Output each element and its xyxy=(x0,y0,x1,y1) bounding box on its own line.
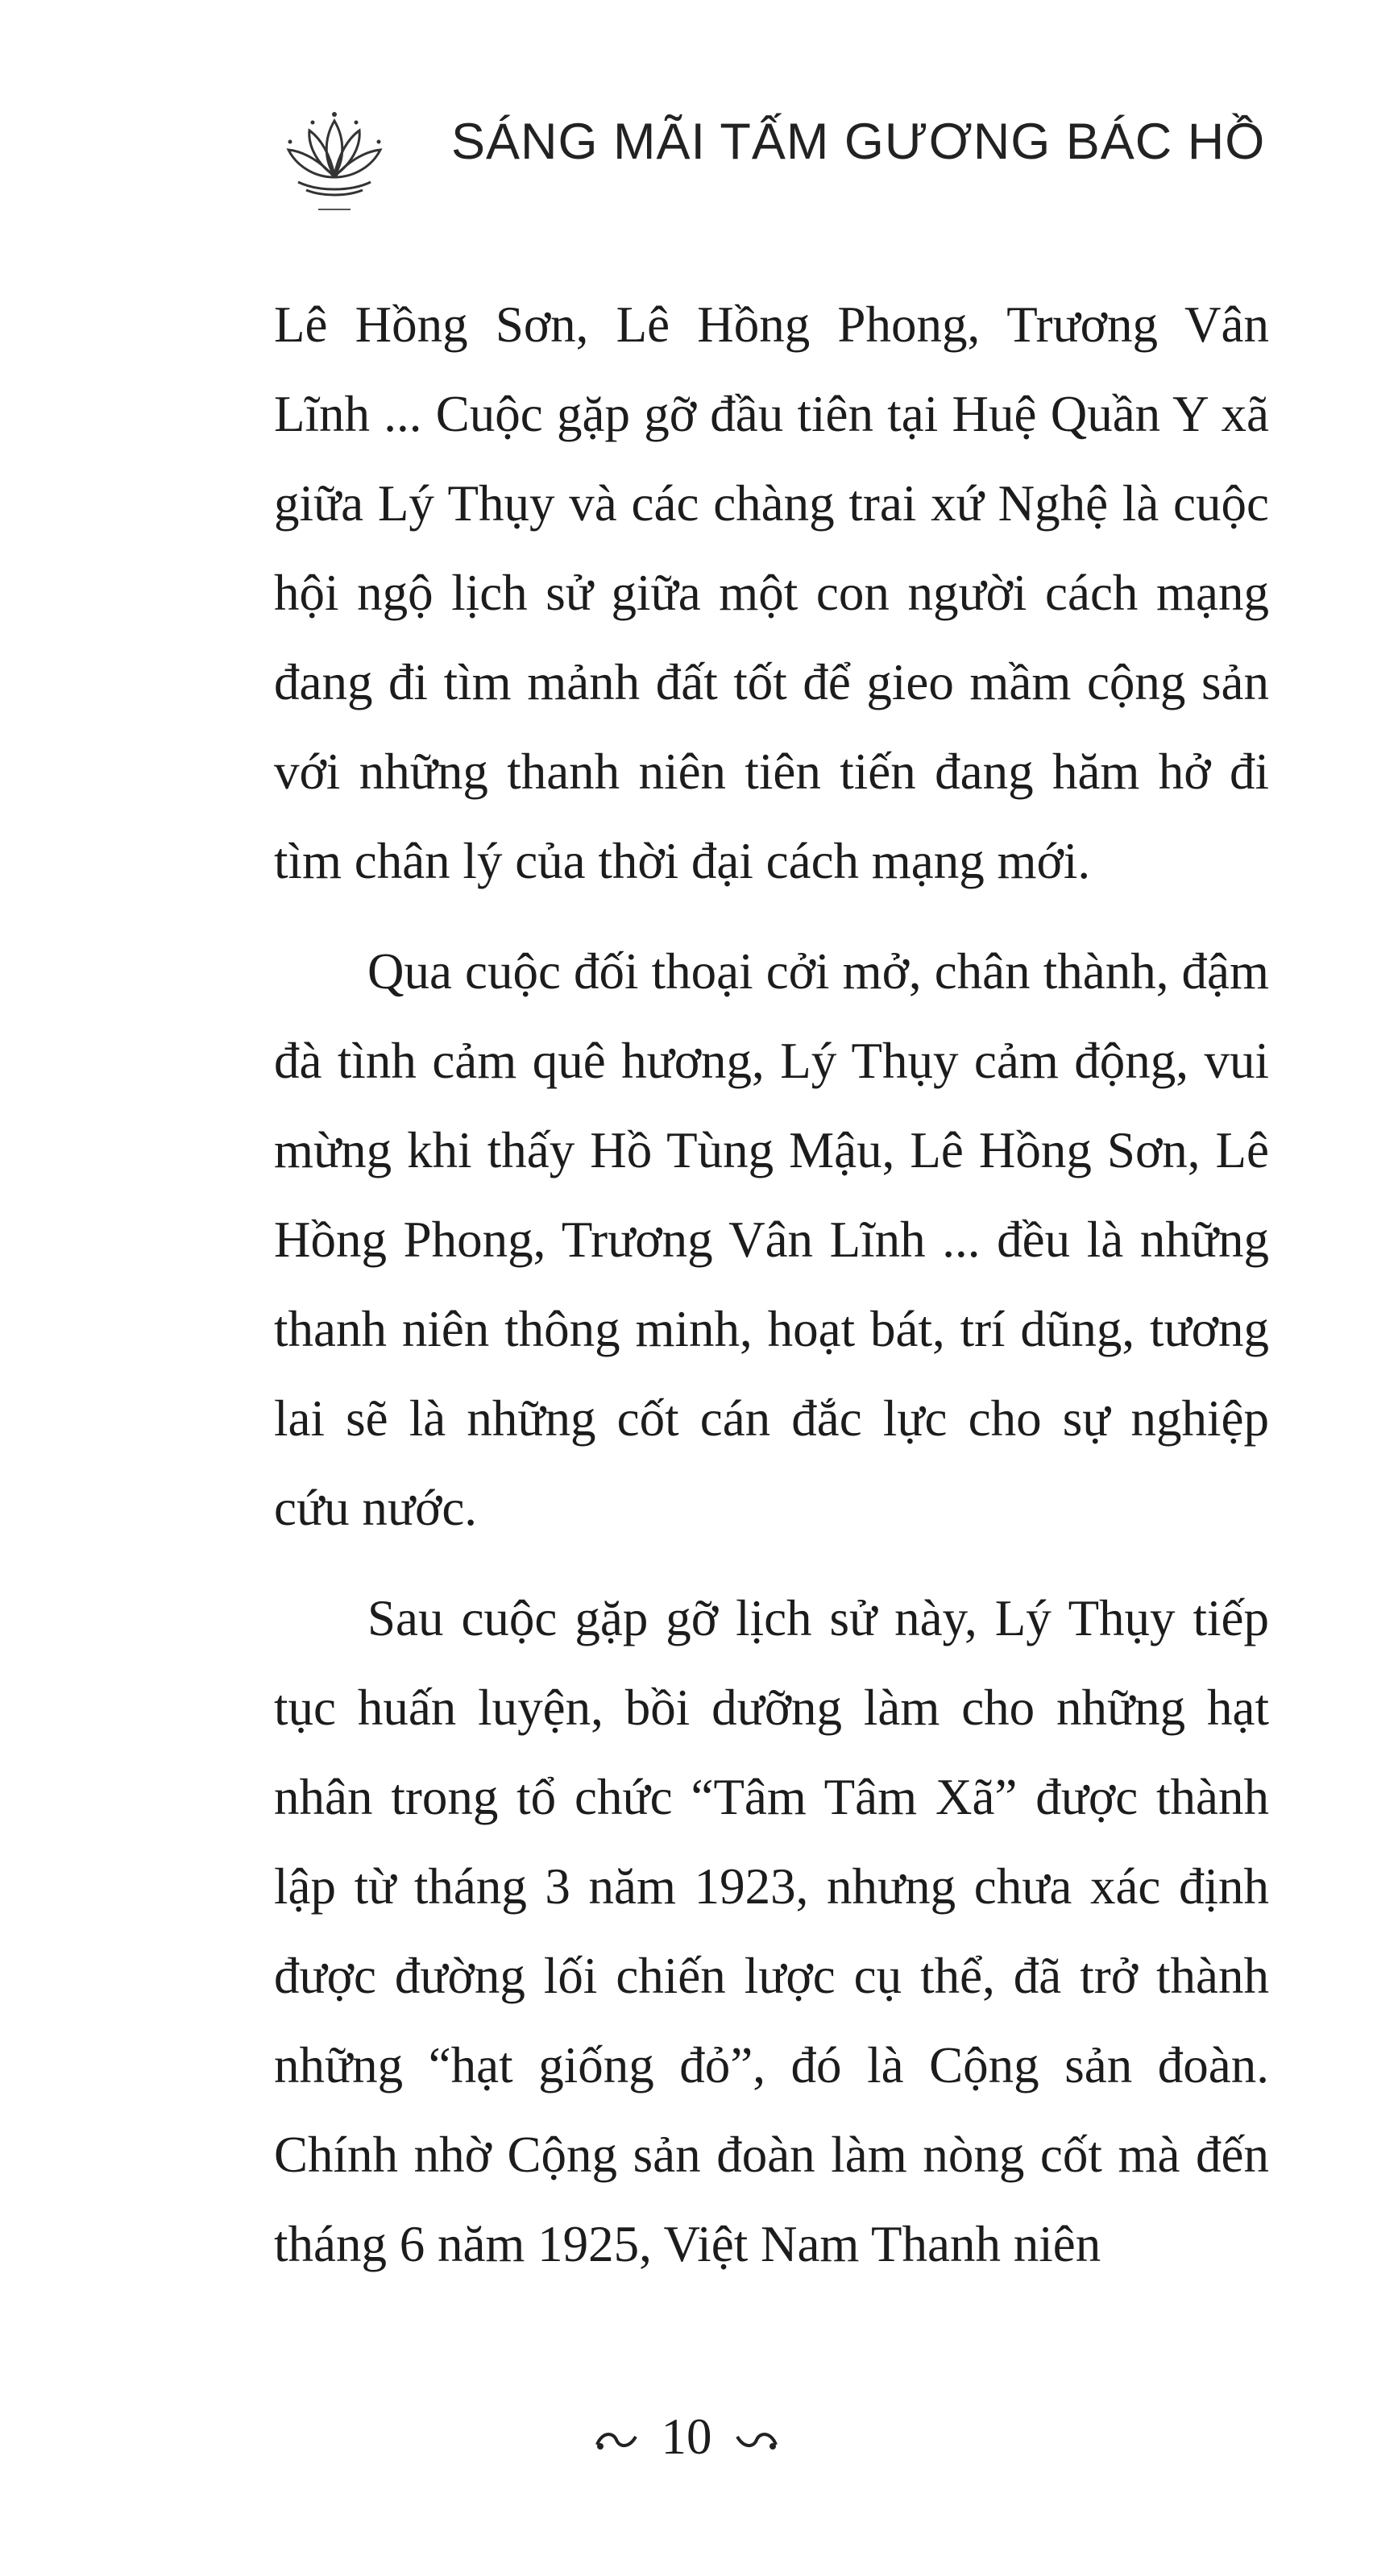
paragraph-1: Lê Hồng Sơn, Lê Hồng Phong, Trương Vân Lĩnh ... Cuộc gặp gỡ đầu tiên tại Huệ Quần Y xã giữa Lý Thụy và các chàng trai xứ Nghệ là cuộc hội ngộ lịch sử giữa một con người cách mạng đang đi tìm mảnh đất tốt để gieo mầm cộng sản với những thanh niên tiên tiến đang hăm hở đi tìm chân lý của thời đại cách mạng mới. xyxy=(274,296,1269,889)
ornament-swirl-right-icon xyxy=(734,2410,779,2475)
running-header-title: SÁNG MÃI TẤM GƯƠNG BÁC HỒ xyxy=(451,114,1266,170)
lotus-icon xyxy=(274,97,395,217)
paragraph-3: Sau cuộc gặp gỡ lịch sử này, Lý Thụy tiếp tục huấn luyện, bồi dưỡng làm cho những hạt nhân trong tổ chức “Tâm Tâm Xã” được thành lập từ tháng 3 năm 1923, nhưng chưa xác định được đường lối chiến lược cụ thể, đã trở thành những “hạt giống đỏ”, đó là Cộng sản đoàn. Chính nhờ Cộng sản đoàn làm nòng cốt mà đến tháng 6 năm 1925, Việt Nam Thanh niên xyxy=(274,1590,1269,2272)
page-header xyxy=(274,97,1305,193)
body-text xyxy=(274,280,1269,2289)
paragraph-2: Qua cuộc đối thoại cởi mở, chân thành, đậm đà tình cảm quê hương, Lý Thụy cảm động, vui mừng khi thấy Hồ Tùng Mậu, Lê Hồng Sơn, Lê Hồng Phong, Trương Vân Lĩnh ... đều là những thanh niên thông minh, hoạt bát, trí dũng, tương lai sẽ là những cốt cán đắc lực cho sự nghiệp cứu nước. xyxy=(274,943,1269,1536)
ornament-swirl-left-icon xyxy=(594,2410,639,2475)
page-footer xyxy=(0,2404,1373,2475)
page-number: 10 xyxy=(661,2408,712,2465)
